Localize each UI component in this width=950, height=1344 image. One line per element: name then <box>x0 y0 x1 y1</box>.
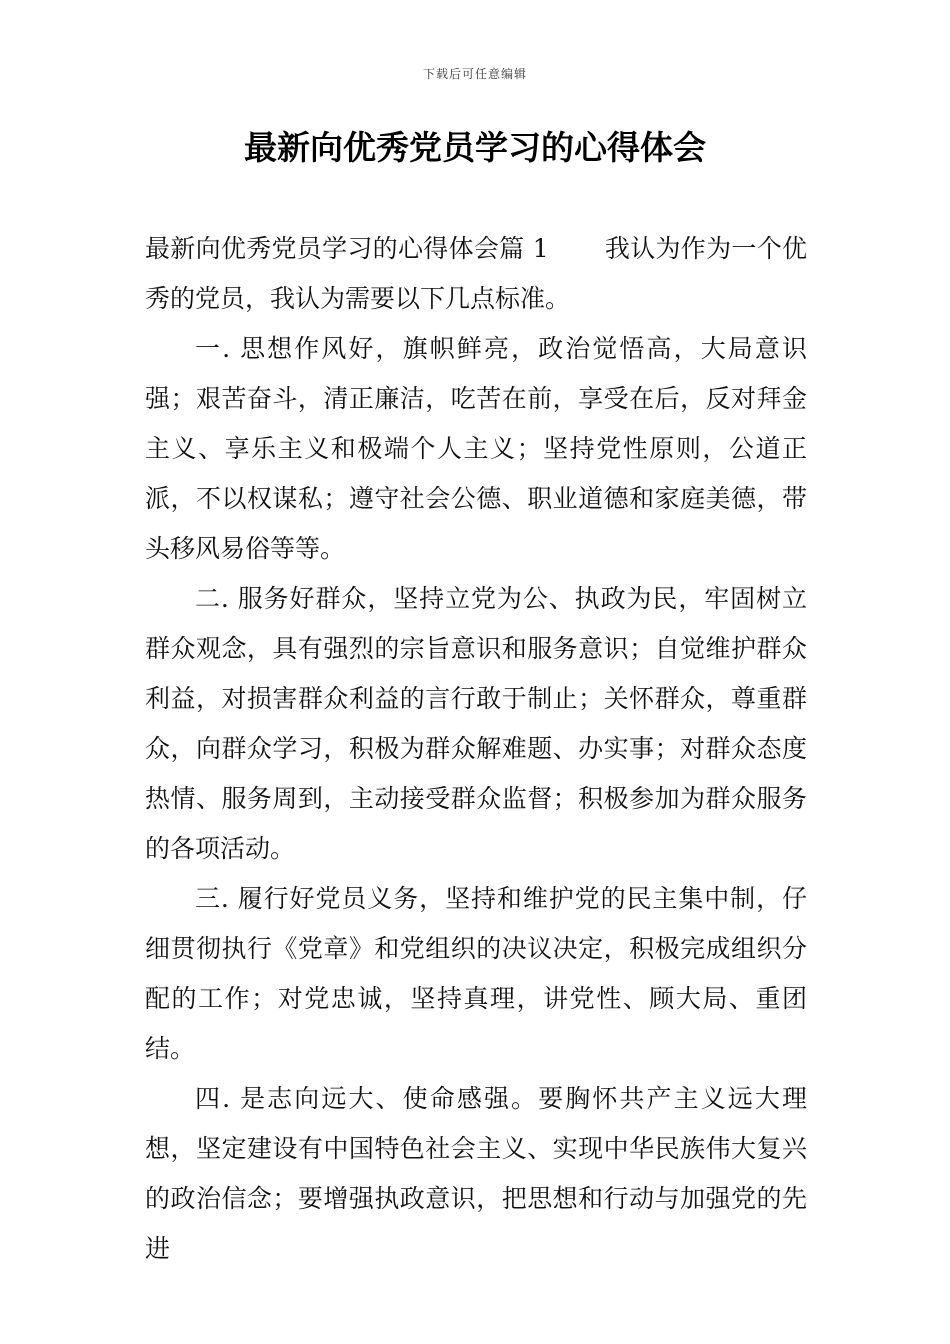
intro-heading: 最新向优秀党员学习的心得体会篇 1 <box>145 234 549 263</box>
intro-paragraph <box>145 224 807 324</box>
paragraph-4: 四. 是志向远大、使命感强。要胸怀共产主义远大理想，坚定建设有中国特色社会主义、实现中华民族伟大复兴的政治信念；要增强执政意识，把思想和行动与加强党的先进 <box>145 1084 807 1263</box>
paragraph-3: 三. 履行好党员义务，坚持和维护党的民主集中制，仔细贯彻执行《党章》和党组织的决议决定，积极完成组织分配的工作；对党忠诚，坚持真理，讲党性、顾大局、重团结。 <box>145 884 807 1063</box>
intro-text: 我认为作为一个优秀的党员，我认为需要以下几点标准。 <box>145 234 807 313</box>
header-note: 下载后可任意编辑 <box>422 67 527 81</box>
document-title: 最新向优秀党员学习的心得体会 <box>244 128 706 167</box>
paragraph-1: 一. 思想作风好，旗帜鲜亮，政治觉悟高，大局意识强；艰苦奋斗，清正廉洁，吃苦在前，享受在后，反对拜金主义、享乐主义和极端个人主义；坚持党性原则，公道正派，不以权谋私；遵守社会公德、职业道德和家庭美德，带头移风易俗等等。 <box>145 334 807 563</box>
document-body <box>145 224 807 1274</box>
paragraph-2: 二. 服务好群众，坚持立党为公、执政为民，牢固树立群众观念，具有强烈的宗旨意识和服务意识；自觉维护群众利益，对损害群众利益的言行敢于制止；关怀群众，尊重群众，向群众学习，积极为群众解难题、办实事；对群众态度热情、服务周到，主动接受群众监督；积极参加为群众服务的各项活动。 <box>145 584 807 863</box>
